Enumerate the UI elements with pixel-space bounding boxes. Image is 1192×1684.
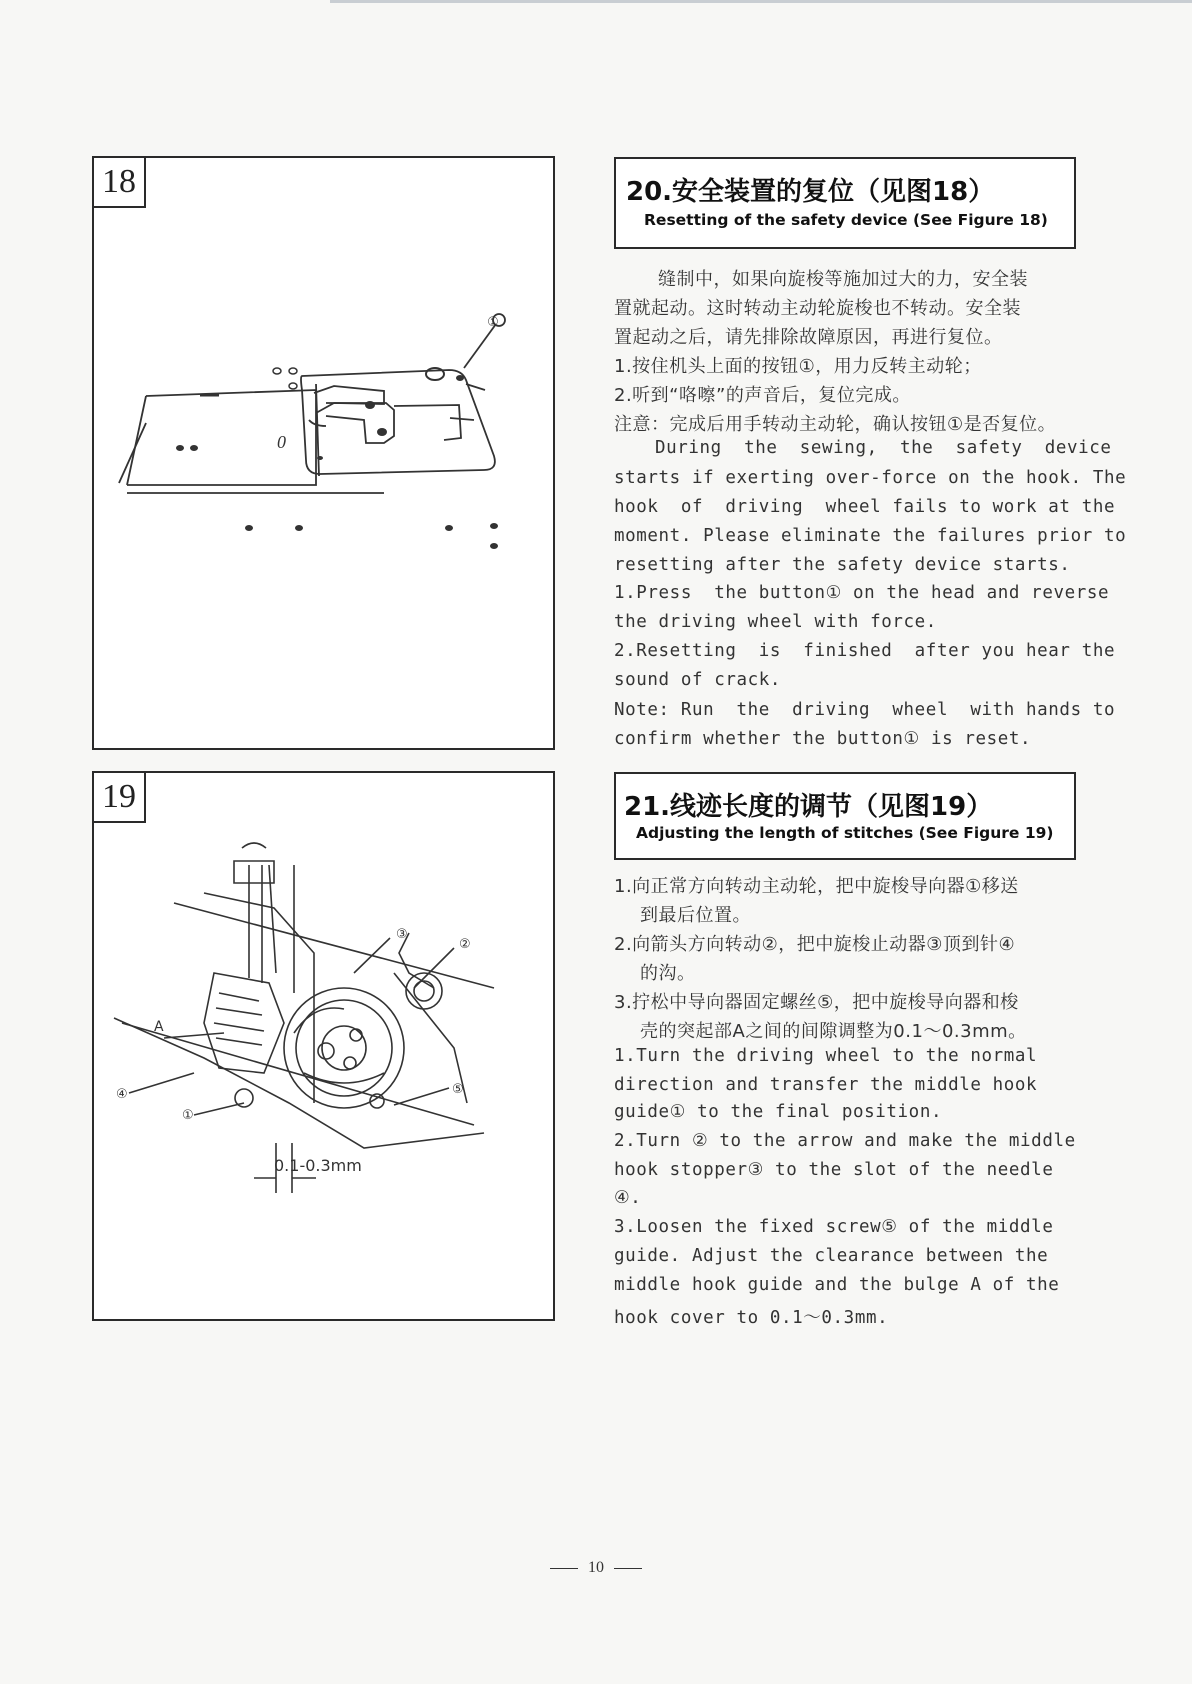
section-20-title-en: Resetting of the safety device (See Figure 18): [644, 211, 1048, 229]
callout-1: ①: [182, 1108, 194, 1123]
s20-en-line: sound of crack.: [614, 670, 782, 690]
callout-2: ②: [459, 937, 471, 952]
figure-18-drawing: [94, 158, 553, 748]
s20-en-line: 2.Resetting is finished after you hear the: [614, 641, 1116, 661]
s20-en-line: resetting after the safety device starts.: [614, 555, 1071, 575]
s20-cn-line: 2.听到“咯嚓”的声音后，复位完成。: [614, 385, 911, 406]
s20-cn-line: 置起动之后，请先排除故障原因，再进行复位。: [614, 327, 1003, 348]
footer-dash-right: [614, 1568, 642, 1569]
page-number-footer: [0, 1559, 1192, 1577]
s21-en-line: guide. Adjust the clearance between the: [614, 1246, 1049, 1266]
figure-number: 19: [94, 773, 146, 823]
s21-cn-line: 的沟。: [640, 963, 696, 984]
callout-A: A: [154, 1019, 164, 1035]
top-edge-line: [330, 0, 1192, 3]
s20-en-line: hook of driving wheel fails to work at the: [614, 497, 1116, 517]
s20-cn-line: 注意：完成后用手转动主动轮，确认按钮①是否复位。: [614, 414, 1057, 435]
s21-en-line: ④.: [614, 1188, 642, 1208]
s21-en-line: direction and transfer the middle hook: [614, 1075, 1038, 1095]
figure-19: [92, 771, 555, 1321]
s21-en-line: 3.Loosen the fixed screw⑤ of the middle: [614, 1217, 1054, 1237]
s21-cn-line: 2.向箭头方向转动②，把中旋梭止动器③顶到针④: [614, 934, 1016, 955]
s20-en-line: During the sewing, the safety device: [655, 438, 1112, 458]
s21-cn-line: 到最后位置。: [640, 905, 751, 926]
footer-dash-left: [550, 1568, 578, 1569]
s20-cn-line: 缝制中，如果向旋梭等施加过大的力，安全装: [658, 269, 1028, 290]
figure-18: [92, 156, 555, 750]
s20-en-line: the driving wheel with force.: [614, 612, 937, 632]
s21-en-line: hook stopper③ to the slot of the needle: [614, 1160, 1054, 1180]
section-21-title-en: Adjusting the length of stitches (See Figure 19): [636, 824, 1054, 842]
s20-en-line: Note: Run the driving wheel with hands to: [614, 700, 1116, 720]
section-20-heading: [614, 157, 1076, 249]
s20-cn-line: 1.按住机头上面的按钮①，用力反转主动轮；: [614, 356, 982, 377]
s21-cn-line: 3.拧松中导向器固定螺丝⑤，把中旋梭导向器和梭: [614, 992, 1019, 1013]
s20-en-line: moment. Please eliminate the failures prior to: [614, 526, 1127, 546]
s21-en-line: hook cover to 0.1～0.3mm.: [614, 1308, 889, 1328]
callout-1: ①: [487, 315, 499, 330]
figure-19-drawing: [94, 773, 553, 1319]
s21-en-line: 2.Turn ② to the arrow and make the middle: [614, 1131, 1076, 1151]
section-21-title-cn: 21.线迹长度的调节（见图19）: [624, 792, 993, 822]
figure-number: 18: [94, 158, 146, 208]
s20-en-line: starts if exerting over-force on the hook. The: [614, 468, 1127, 488]
s21-en-line: middle hook guide and the bulge A of the: [614, 1275, 1060, 1295]
s21-en-line: guide① to the final position.: [614, 1102, 943, 1122]
gap-label: 0.1-0.3mm: [274, 1156, 362, 1175]
section-21-heading: [614, 772, 1076, 860]
s20-en-line: 1.Press the button① on the head and reverse: [614, 583, 1110, 603]
s21-cn-line: 1.向正常方向转动主动轮，把中旋梭导向器①移送: [614, 876, 1019, 897]
callout-5: ⑤: [452, 1082, 464, 1097]
page-number: 10: [588, 1559, 604, 1576]
section-20-title-cn: 20.安全装置的复位（见图18）: [626, 177, 995, 207]
s20-cn-line: 置就起动。这时转动主动轮旋梭也不转动。安全装: [614, 298, 1021, 319]
s21-cn-line: 壳的突起部A之间的间隙调整为0.1～0.3mm。: [640, 1021, 1027, 1042]
callout-4: ④: [116, 1087, 128, 1102]
callout-3: ③: [396, 927, 408, 942]
svg-text:0: 0: [277, 432, 286, 452]
s20-en-line: confirm whether the button① is reset.: [614, 729, 1032, 749]
s21-en-line: 1.Turn the driving wheel to the normal: [614, 1046, 1038, 1066]
